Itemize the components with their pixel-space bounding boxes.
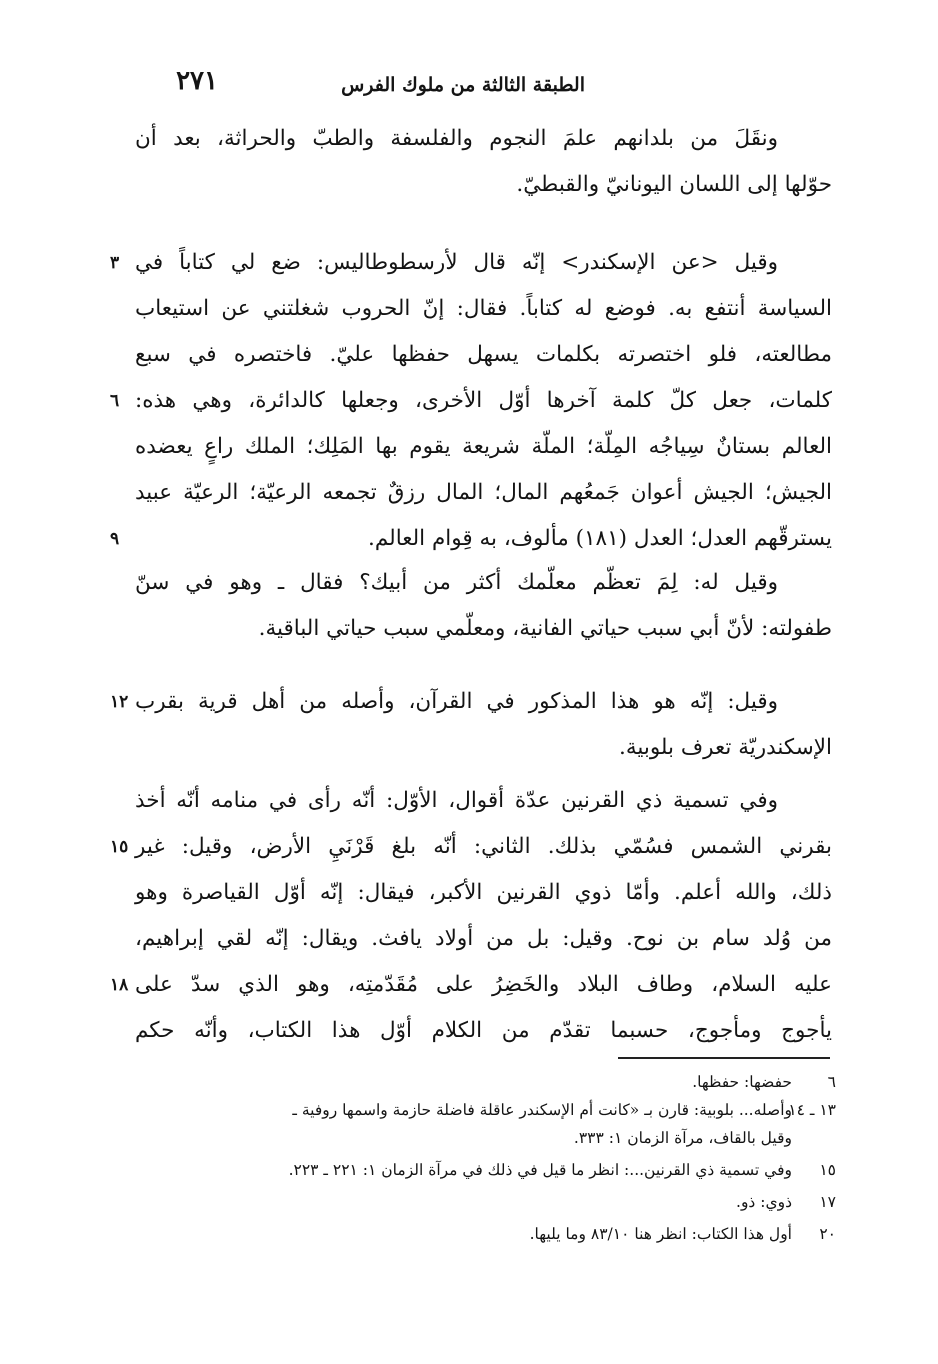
footnote-text: حفضها: حفظها. [692,1073,792,1091]
text-line: الجيش؛ الجيش أعوان جَمعُهم المال؛ المال رزقٌ تجمعه الرعيّة؛ الرعيّة عبيد [135,480,832,505]
footnote-number: ٦ [827,1073,836,1091]
page-header [130,66,830,106]
footnote-number: ١٧ [819,1193,836,1211]
text-line: السياسة أنتفع به. فوضع له كتاباً. فقال: إنّ الحروب شغلتني عن استيعاب [135,296,832,321]
text-line: طفولته: لأنّ أبي سبب حياتي الفانية، ومعلّمي سبب حياتي الباقية. [258,616,832,641]
paragraph-3 [135,560,832,652]
line-number: ١٢ [110,692,129,712]
text-line: عليه السلام، وطاف البلاد والخَضِرُ على مُقَدّمتِه، وهو الذي سدّ على ١٨ [135,962,832,1008]
text-line: وقيل <عن الإسكندر> إنّه قال لأرسطوطاليس: ضع لي كتاباً في ٣ [135,240,832,286]
footnote [150,1156,836,1184]
text-line: يأجوج ومأجوج، حسبما تقدّم من الكلام أوّل هذا الكتاب، وأنّه حكم [135,1018,832,1043]
text-line: ونقَلَ من بلدانهم علمَ النجوم والفلسفة والطبّ والحراثة، بعد أن [135,126,778,151]
footnote-text: وفي تسمية ذي القرنين...: انظر ما قيل في ذلك في مرآة الزمان ١: ٢٢١ ـ ٢٢٣. [288,1161,792,1179]
line-number: ١٨ [110,975,129,995]
text-line: من وُلد سام بن نوح. وقيل: بل من أولاد يافث. ويقال: إنّه لقي إبراهيم، [135,926,832,951]
text-line: وفي تسمية ذي القرنين عدّة أقوال، الأوّل: أنّه رأى في منامه أنّه أخذ [135,788,778,813]
footnote [150,1188,836,1216]
line-number: ٦ [110,391,120,411]
text-line: وقيل له: لِمَ تعظّم معلّمك أكثر من أبيك؟ فقال ـ وهو في سنّ [135,570,778,595]
footnote-text: أول هذا الكتاب: انظر هنا ٨٣/١٠ وما يليها. [529,1225,792,1243]
footnote-text: ذوي: ذو. [736,1193,792,1211]
line-number: ٩ [110,529,120,549]
text-line: حوّلها إلى اللسان اليونانيّ والقبطيّ. [516,172,832,197]
footnote-continuation [150,1124,836,1152]
text-line: كلمات، جعل كلّ كلمة آخرها أوّل الأخرى، وجعلها كالدائرة، وهي هذه: ٦ [135,378,832,424]
text-line: يسترقّهم العدل؛ العدل (١٨١) مألوف، به قِوام العالم. ٩ [135,516,832,562]
text-line: ذلك، والله أعلم. وأمّا ذوي القرنين الأكبر، فيقال: إنّه أوّل القياصرة وهو [135,880,832,905]
line-number: ١٥ [110,837,129,857]
footnote [150,1068,836,1096]
paragraph-2 [110,240,832,562]
text-line: العالم بستانٌ سِياجُه المِلّة؛ الملّة شريعة يقوم بها المَلِك؛ الملك راعٍ يعضده [135,434,832,459]
footnote-text: وقيل بالقاف، مرآة الزمان ١: ٣٣٣. [573,1129,792,1147]
footnote-number: ١٣ ـ ١٤ [788,1101,836,1119]
paragraph-5 [110,778,832,1054]
line-number: ٣ [110,253,120,273]
footnotes [150,1068,836,1248]
text-line: الإسكندريّة تعرف بلوبية. [618,735,832,760]
text-line: مطالعته، فلو اختصرته بكلمات يسهل حفظها عليّ. فاختصره في سبع [135,342,832,367]
running-head: الطبقة الثالثة من ملوك الفرس [341,74,585,96]
footnote-text: وأصله... بلوبية: قارن بـ «كانت أم الإسكندر عاقلة فاضلة حازمة واسمها روفية ـ [292,1101,792,1119]
footnote [150,1096,836,1124]
footnote-divider [618,1057,830,1059]
footnote-number: ٢٠ [819,1225,836,1243]
paragraph-1 [135,116,832,208]
footnote [150,1220,836,1248]
paragraph-4 [110,679,832,771]
text-line: وقيل: إنّه هو هذا المذكور في القرآن، وأصله من أهل قرية بقرب ١٢ [135,679,832,725]
text-line: بقرني الشمس فسُمّي بذلك. الثاني: أنّه بلغ قَرْنَيِ الأرض، وقيل: غير ١٥ [135,824,832,870]
footnote-number: ١٥ [819,1161,836,1179]
page-number: ٢٧١ [176,66,218,96]
